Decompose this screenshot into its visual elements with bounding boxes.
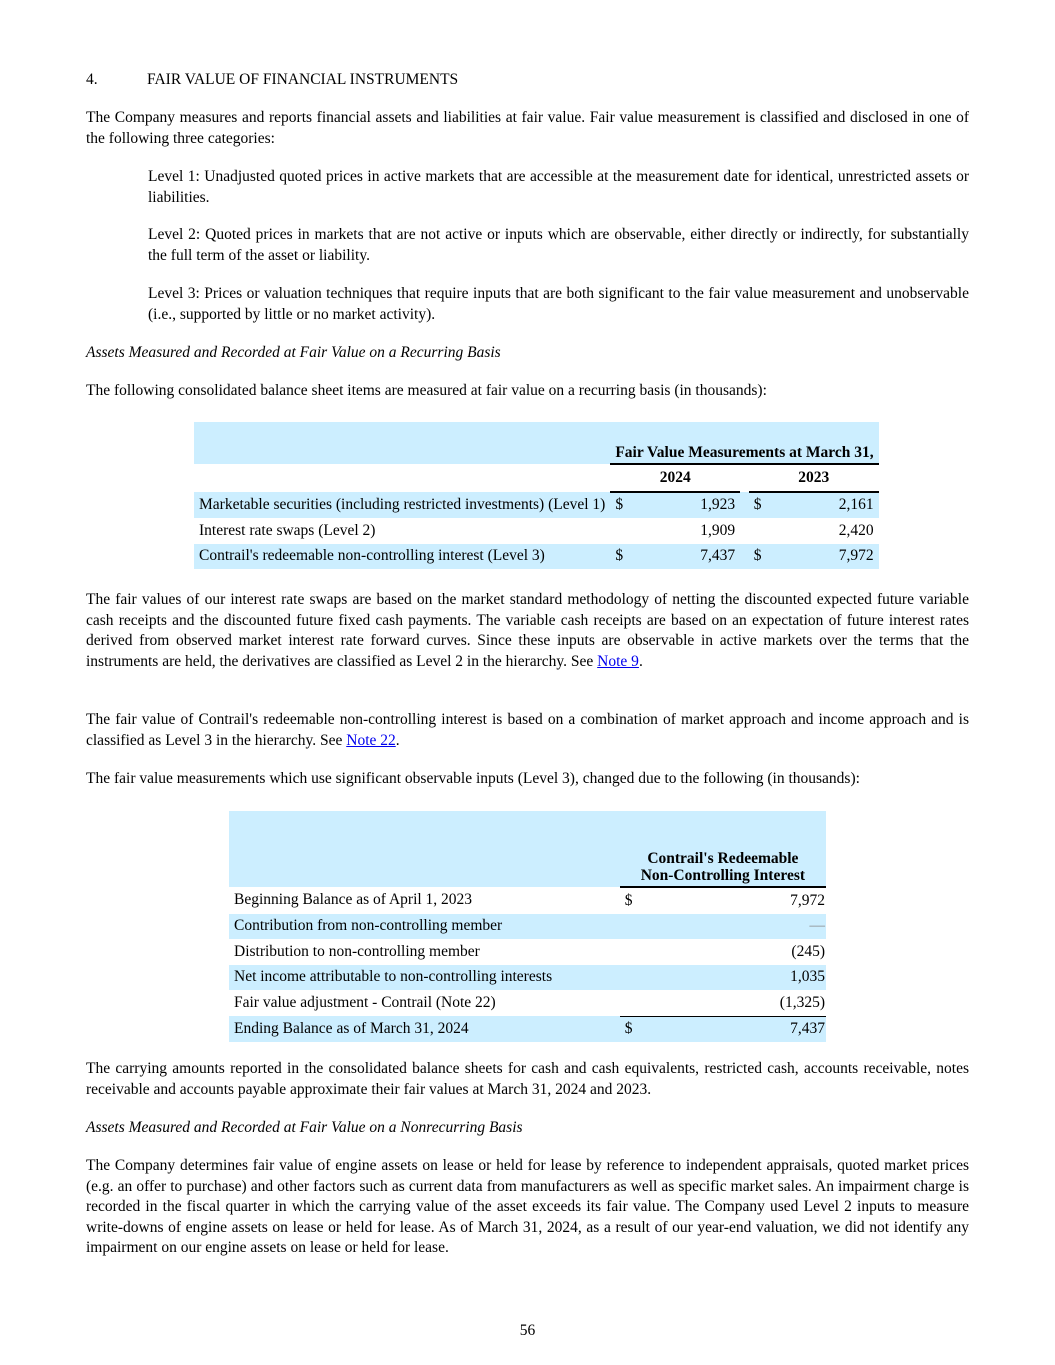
level-2-definition: Level 2: Quoted prices in markets that are not active or inputs which are observable, either directly or indirectly, for substantially the full term of the asset or liability. bbox=[148, 226, 969, 264]
table-row: Distribution to non-controlling member (245) bbox=[234, 942, 825, 960]
fair-value-table bbox=[194, 422, 879, 569]
nonrecurring-paragraph: The Company determines fair value of engine assets on lease or held for lease by reference to independent appraisals, quoted market prices (e.g. an offer to purchase) and other factors such as current data from manufacturers as well as specific market sales. An impairment charge is recorded in the fiscal quarter in which the carrying value of the asset exceeds its fair value. The Company used Level 2 inputs to measure write-downs of engine assets on lease or held for lease. As of March 31, 2024, as a result of our year-end valuation, we did not identify any impairment on our engine assets on lease or held for lease. bbox=[86, 1157, 969, 1256]
table-row: Contrail's redeemable non-controlling interest (Level 3) $ 7,437 $ 7,972 bbox=[194, 544, 879, 570]
level-3-definition: Level 3: Prices or valuation techniques that require inputs that are both significant to the fair value measurement and unobservable (i.e., supported by little or no market activity). bbox=[148, 285, 969, 323]
level3-rollforward-table bbox=[229, 811, 826, 1042]
nonrecurring-heading: Assets Measured and Recorded at Fair Value on a Nonrecurring Basis bbox=[86, 1119, 523, 1136]
table-row: Marketable securities (including restricted investments) (Level 1) $ 1,923 $ 2,161 bbox=[194, 492, 879, 519]
year-2023-header: 2023 bbox=[749, 464, 879, 492]
page-number: 56 bbox=[519, 1322, 536, 1339]
table-row: Net income attributable to non-controlling interests 1,035 bbox=[229, 965, 826, 991]
table-row-total: Ending Balance as of March 31, 2024 $ 7,437 bbox=[229, 1016, 826, 1042]
year-2024-header: 2024 bbox=[610, 464, 740, 492]
note-9-link[interactable]: Note 9 bbox=[597, 652, 639, 670]
intro-paragraph: The Company measures and reports financial assets and liabilities at fair value. Fair value measurement is classified and disclosed in one of the following three categories: bbox=[86, 109, 969, 147]
recurring-intro: The following consolidated balance sheet items are measured at fair value on a recurring basis (in thousands): bbox=[86, 382, 767, 399]
fair-value-header: Fair Value Measurements at March 31, bbox=[610, 422, 878, 464]
carrying-paragraph: The carrying amounts reported in the consolidated balance sheets for cash and cash equivalents, restricted cash, accounts receivable, notes receivable and accounts payable approximate their fair values at March 31, 2024 and 2023. bbox=[86, 1060, 969, 1098]
level3-intro: The fair value measurements which use significant observable inputs (Level 3), changed due to the following (in thousands): bbox=[86, 770, 860, 787]
level-1-definition: Level 1: Unadjusted quoted prices in active markets that are accessible at the measurement date for identical, unrestricted assets or liabilities. bbox=[148, 168, 969, 206]
note-22-link[interactable]: Note 22 bbox=[346, 731, 396, 749]
recurring-heading: Assets Measured and Recorded at Fair Value on a Recurring Basis bbox=[86, 344, 501, 361]
contrail-header: Contrail's Redeemable Non-Controlling Interest bbox=[620, 811, 826, 887]
section-heading: 4. FAIR VALUE OF FINANCIAL INSTRUMENTS bbox=[86, 71, 459, 88]
table-row: Interest rate swaps (Level 2) 1,909 2,420 bbox=[199, 521, 874, 539]
table-row: Contribution from non-controlling member — bbox=[229, 914, 826, 940]
swaps-paragraph: The fair values of our interest rate swaps are based on the market standard methodology of netting the discounted expected future variable cash receipts and the discounted future fixed cash payments. The variable cash receipts are based on an expectation of future interest rates derived from observed market interest rate forward curves. Since these inputs are observable in active markets over the terms that the instruments are held, the derivatives are classified as Level 2 in the hierarchy. See Note 9. bbox=[86, 591, 969, 670]
table-row: Fair value adjustment - Contrail (Note 22) (1,325) bbox=[234, 993, 825, 1011]
table-row: Beginning Balance as of April 1, 2023 $ 7,972 bbox=[234, 891, 825, 909]
contrail-paragraph: The fair value of Contrail's redeemable non-controlling interest is based on a combination of market approach and income approach and is classified as Level 3 in the hierarchy. See Note 22. bbox=[86, 711, 969, 749]
